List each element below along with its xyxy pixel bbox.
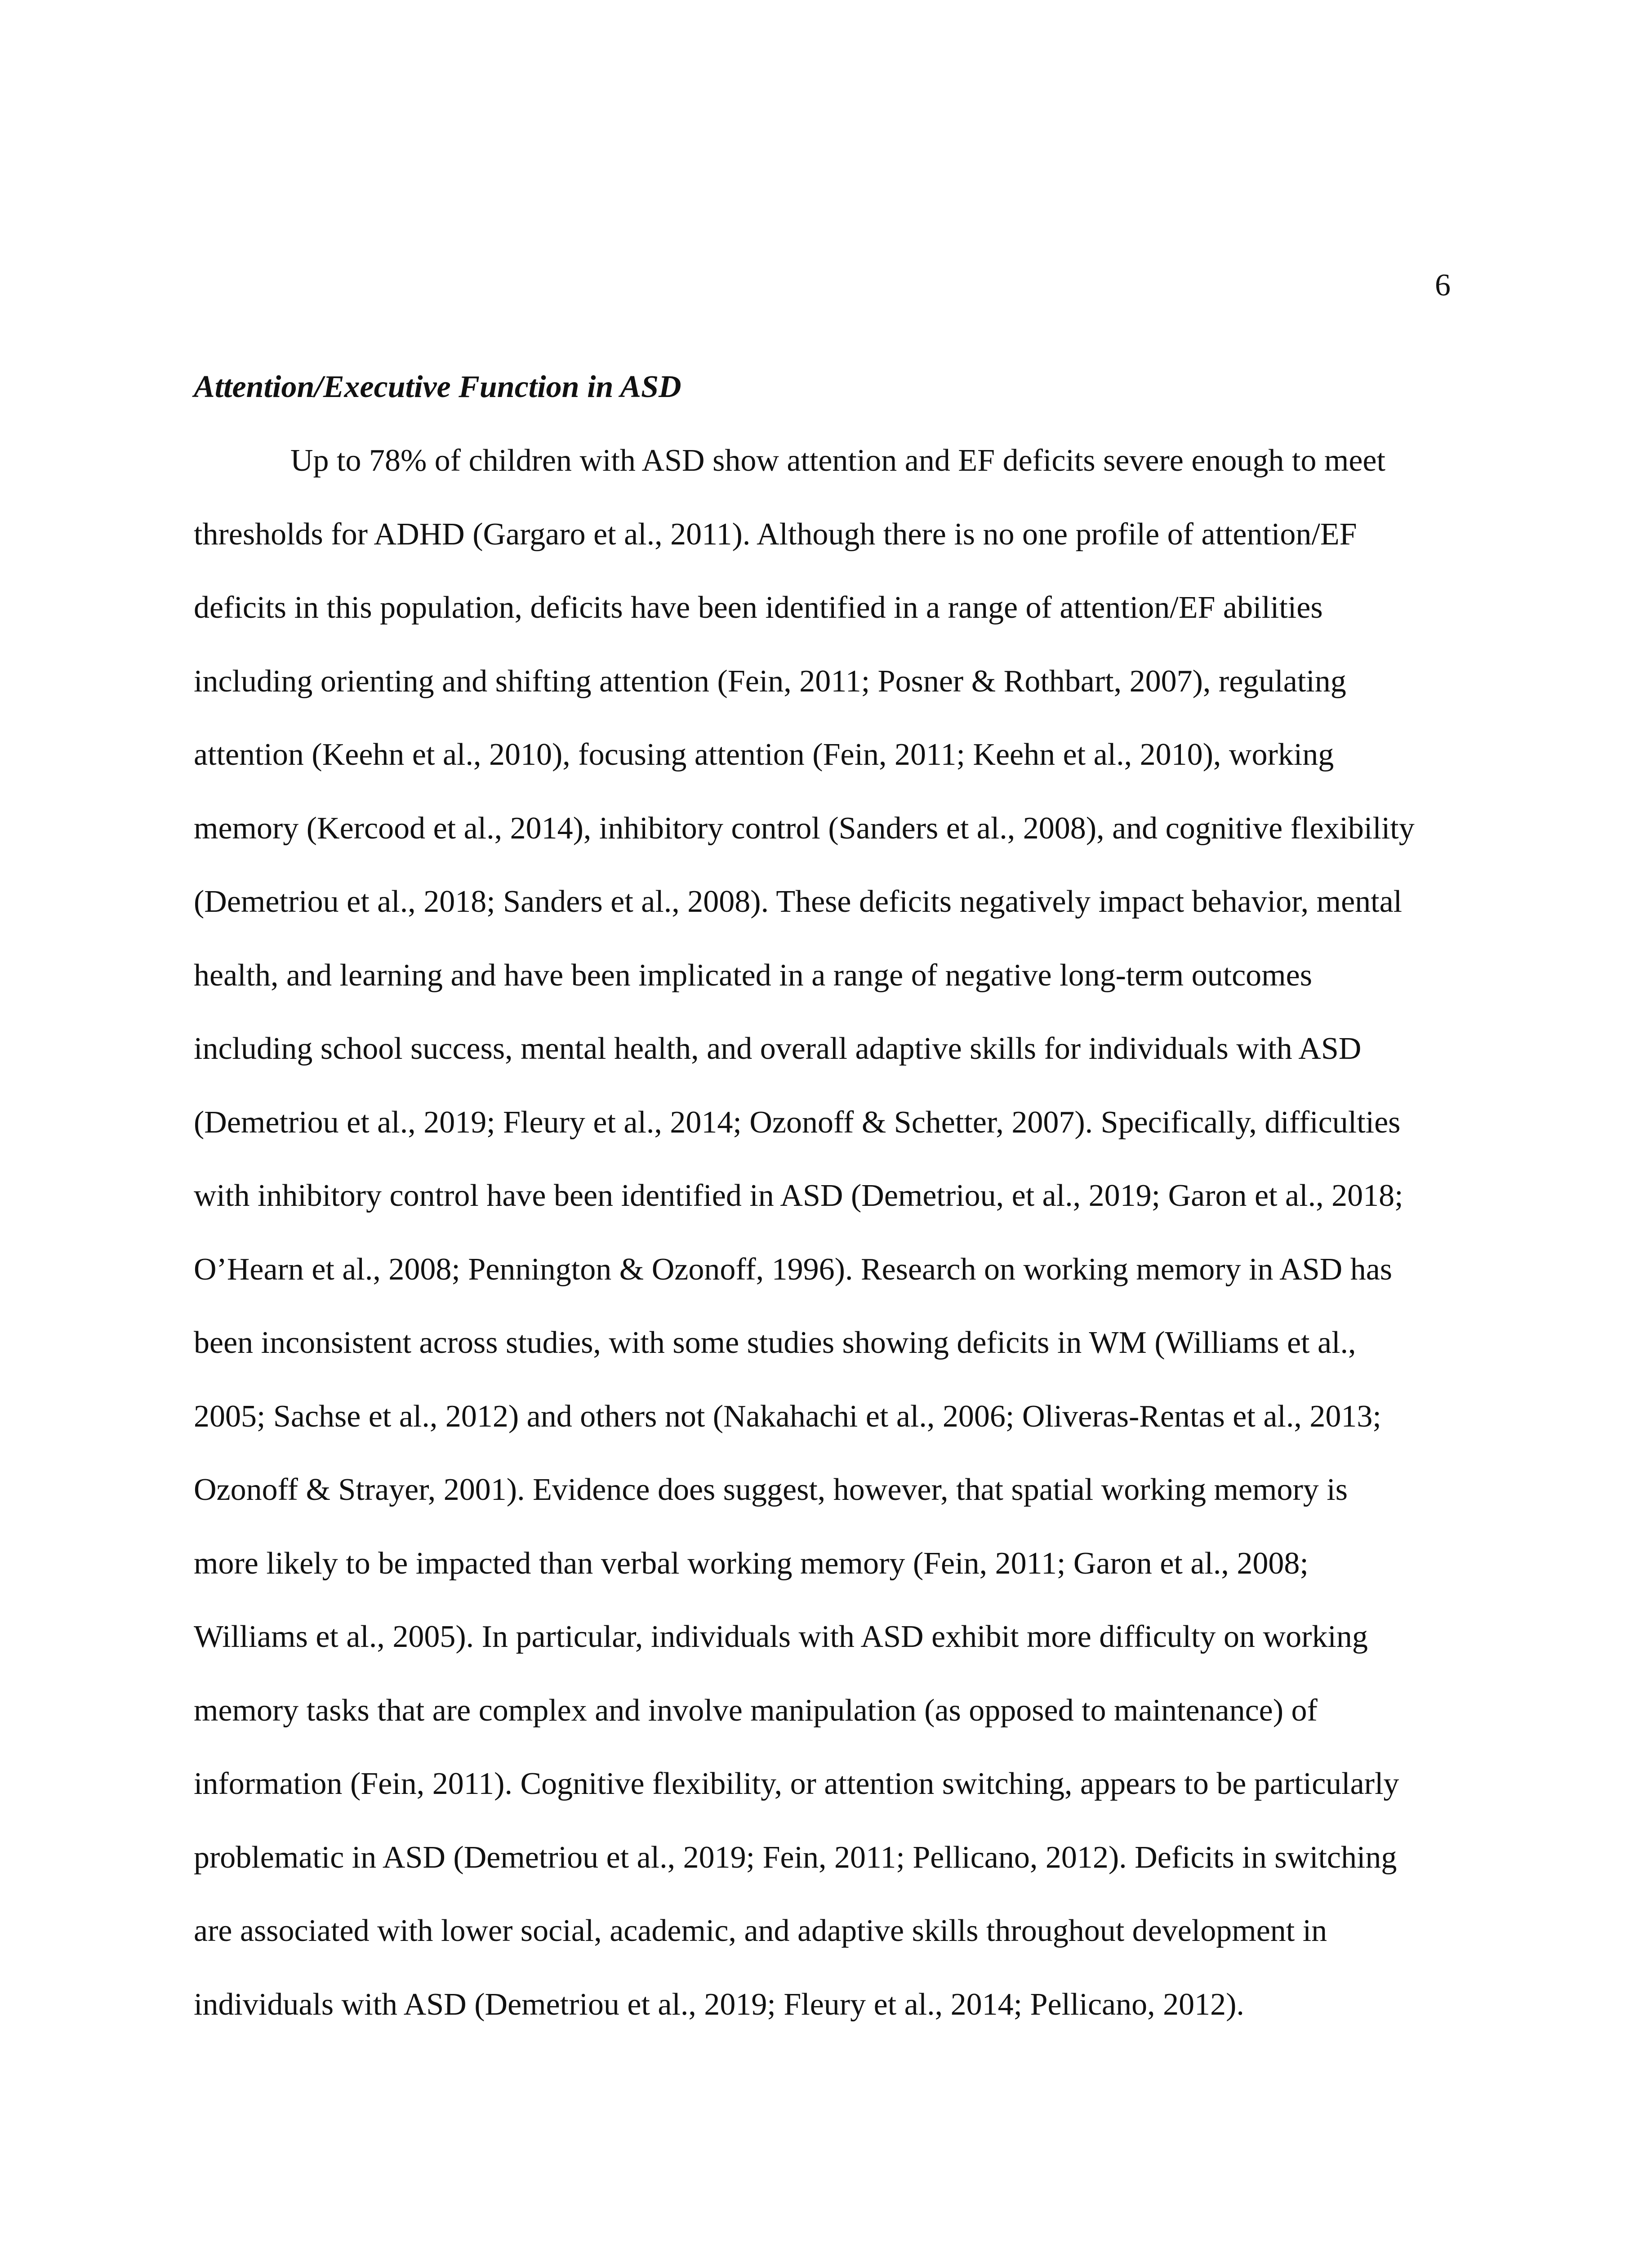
paragraph-line: health, and learning and have been implicated in a range of negative long-term outcomes bbox=[194, 958, 1312, 993]
paragraph-line: problematic in ASD (Demetriou et al., 2019; Fein, 2011; Pellicano, 2012). Deficits in switching bbox=[194, 1840, 1397, 1875]
paragraph-line: individuals with ASD (Demetriou et al., 2019; Fleury et al., 2014; Pellicano, 2012). bbox=[194, 1987, 1244, 2022]
paragraph-line: memory tasks that are complex and involve manipulation (as opposed to maintenance) of bbox=[194, 1693, 1318, 1728]
paragraph-line: 2005; Sachse et al., 2012) and others not (Nakahachi et al., 2006; Oliveras-Rentas et al., 2013; bbox=[194, 1399, 1381, 1434]
paragraph-line: Williams et al., 2005). In particular, individuals with ASD exhibit more difficulty on working bbox=[194, 1619, 1368, 1654]
paragraph-line: attention (Keehn et al., 2010), focusing attention (Fein, 2011; Keehn et al., 2010), working bbox=[194, 737, 1334, 772]
paragraph-line: information (Fein, 2011). Cognitive flexibility, or attention switching, appears to be particularly bbox=[194, 1766, 1399, 1801]
paragraph-line: with inhibitory control have been identified in ASD (Demetriou, et al., 2019; Garon et al., 2018; bbox=[194, 1178, 1403, 1213]
paragraph-line: thresholds for ADHD (Gargaro et al., 2011). Although there is no one profile of attention/EF bbox=[194, 517, 1357, 552]
paragraph-line: been inconsistent across studies, with some studies showing deficits in WM (Williams et al., bbox=[194, 1325, 1356, 1360]
paragraph-line: O’Hearn et al., 2008; Pennington & Ozonoff, 1996). Research on working memory in ASD has bbox=[194, 1252, 1393, 1287]
paragraph-line: including orienting and shifting attention (Fein, 2011; Posner & Rothbart, 2007), regulating bbox=[194, 664, 1346, 699]
page-number: 6 bbox=[1435, 268, 1451, 303]
paragraph-line: Ozonoff & Strayer, 2001). Evidence does suggest, however, that spatial working memory is bbox=[194, 1472, 1348, 1507]
paragraph-line: are associated with lower social, academic, and adaptive skills throughout development in bbox=[194, 1913, 1327, 1948]
paragraph-line: more likely to be impacted than verbal working memory (Fein, 2011; Garon et al., 2008; bbox=[194, 1546, 1309, 1581]
paragraph-line: including school success, mental health, and overall adaptive skills for individuals with ASD bbox=[194, 1031, 1362, 1066]
section-heading: Attention/Executive Function in ASD bbox=[194, 370, 681, 404]
paragraph-line: deficits in this population, deficits have been identified in a range of attention/EF abilities bbox=[194, 590, 1323, 625]
paragraph-line: Up to 78% of children with ASD show attention and EF deficits severe enough to meet bbox=[290, 443, 1385, 478]
paragraph-line: memory (Kercood et al., 2014), inhibitory control (Sanders et al., 2008), and cognitive flexibility bbox=[194, 811, 1415, 846]
paragraph-line: (Demetriou et al., 2018; Sanders et al., 2008). These deficits negatively impact behavior, mental bbox=[194, 884, 1403, 919]
paragraph-line: (Demetriou et al., 2019; Fleury et al., 2014; Ozonoff & Schetter, 2007). Specifically, difficulties bbox=[194, 1105, 1401, 1140]
